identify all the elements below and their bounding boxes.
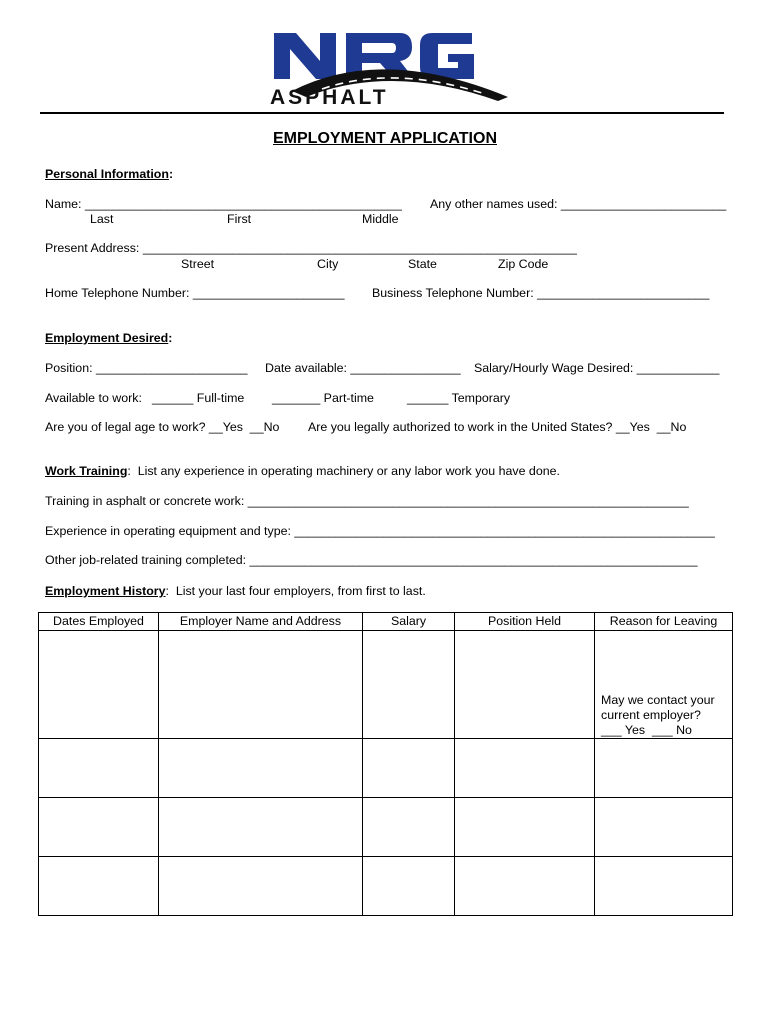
employment-history-table xyxy=(38,612,733,916)
contact-employer-question: May we contact your current employer? ___ Yes ___ No xyxy=(601,693,715,737)
section-work-training: Work Training: List any experience in operating machinery or any labor work you have done. xyxy=(45,464,560,478)
label-last: Last xyxy=(90,212,114,226)
section-employment-history: Employment History: List your last four employers, from first to last. xyxy=(45,584,426,598)
table-row xyxy=(39,739,733,798)
table-cell[interactable] xyxy=(39,739,159,798)
legal-age-question[interactable]: Are you of legal age to work? __Yes __No xyxy=(45,420,280,434)
col-salary: Salary xyxy=(363,613,455,631)
parttime-option[interactable]: _______ Part-time xyxy=(272,391,374,405)
col-position: Position Held xyxy=(455,613,595,631)
table-cell[interactable] xyxy=(455,739,595,798)
label-zip: Zip Code xyxy=(498,257,549,271)
table-cell[interactable] xyxy=(595,857,733,916)
section-employment-desired-heading: Employment Desired: xyxy=(45,331,173,345)
label-middle: Middle xyxy=(362,212,399,226)
nrg-asphalt-logo xyxy=(262,27,510,107)
section-personal-heading: Personal Information: xyxy=(45,167,174,181)
table-cell[interactable] xyxy=(39,631,159,739)
logo-letter-n xyxy=(274,33,336,79)
address-field[interactable]: Present Address: _______________________________________________________________ xyxy=(45,241,577,255)
other-names-field[interactable]: Any other names used: ________________________ xyxy=(430,197,727,211)
logo-letter-g xyxy=(420,33,474,79)
asphalt-training-field[interactable]: Training in asphalt or concrete work: ________________________________________________________________ xyxy=(45,494,689,508)
page-title: EMPLOYMENT APPLICATION xyxy=(273,130,497,147)
home-phone-field[interactable]: Home Telephone Number: ______________________ xyxy=(45,286,345,300)
table-cell[interactable] xyxy=(595,739,733,798)
table-cell[interactable] xyxy=(159,631,363,739)
name-field[interactable]: Name: ______________________________________________ xyxy=(45,197,402,211)
business-phone-field[interactable]: Business Telephone Number: _________________________ xyxy=(372,286,710,300)
table-cell[interactable] xyxy=(159,739,363,798)
label-state: State xyxy=(408,257,437,271)
authorized-question[interactable]: Are you legally authorized to work in the United States? __Yes __No xyxy=(308,420,687,434)
col-reason: Reason for Leaving xyxy=(595,613,733,631)
table-cell[interactable] xyxy=(363,739,455,798)
available-to-work-label: Available to work: xyxy=(45,391,142,405)
temporary-option[interactable]: ______ Temporary xyxy=(407,391,511,405)
col-dates-employed: Dates Employed xyxy=(39,613,159,631)
table-row xyxy=(39,857,733,916)
fulltime-option[interactable]: ______ Full-time xyxy=(152,391,245,405)
table-cell[interactable] xyxy=(363,857,455,916)
table-cell[interactable] xyxy=(595,798,733,857)
table-row xyxy=(39,631,733,739)
table-cell[interactable] xyxy=(159,798,363,857)
table-cell[interactable] xyxy=(363,798,455,857)
table-header-row xyxy=(39,613,733,631)
table-cell[interactable] xyxy=(455,798,595,857)
table-cell[interactable] xyxy=(39,857,159,916)
table-cell[interactable] xyxy=(455,857,595,916)
label-city: City xyxy=(317,257,339,271)
label-first: First xyxy=(227,212,252,226)
table-cell[interactable] xyxy=(455,631,595,739)
date-available-field[interactable]: Date available: ________________ xyxy=(265,361,461,375)
salary-desired-field[interactable]: Salary/Hourly Wage Desired: ____________ xyxy=(474,361,720,375)
label-street: Street xyxy=(181,257,215,271)
position-field[interactable]: Position: ______________________ xyxy=(45,361,248,375)
table-cell[interactable] xyxy=(363,631,455,739)
table-cell[interactable] xyxy=(39,798,159,857)
equipment-experience-field[interactable]: Experience in operating equipment and type: _____________________________________________________________ xyxy=(45,524,715,538)
table-cell[interactable] xyxy=(159,857,363,916)
table-row xyxy=(39,798,733,857)
other-training-field[interactable]: Other job-related training completed: _________________________________________________________________ xyxy=(45,553,698,567)
logo-asphalt-text: ASPHALT xyxy=(270,86,389,107)
col-employer: Employer Name and Address xyxy=(159,613,363,631)
header-divider xyxy=(40,112,724,114)
table-cell[interactable] xyxy=(595,631,733,739)
